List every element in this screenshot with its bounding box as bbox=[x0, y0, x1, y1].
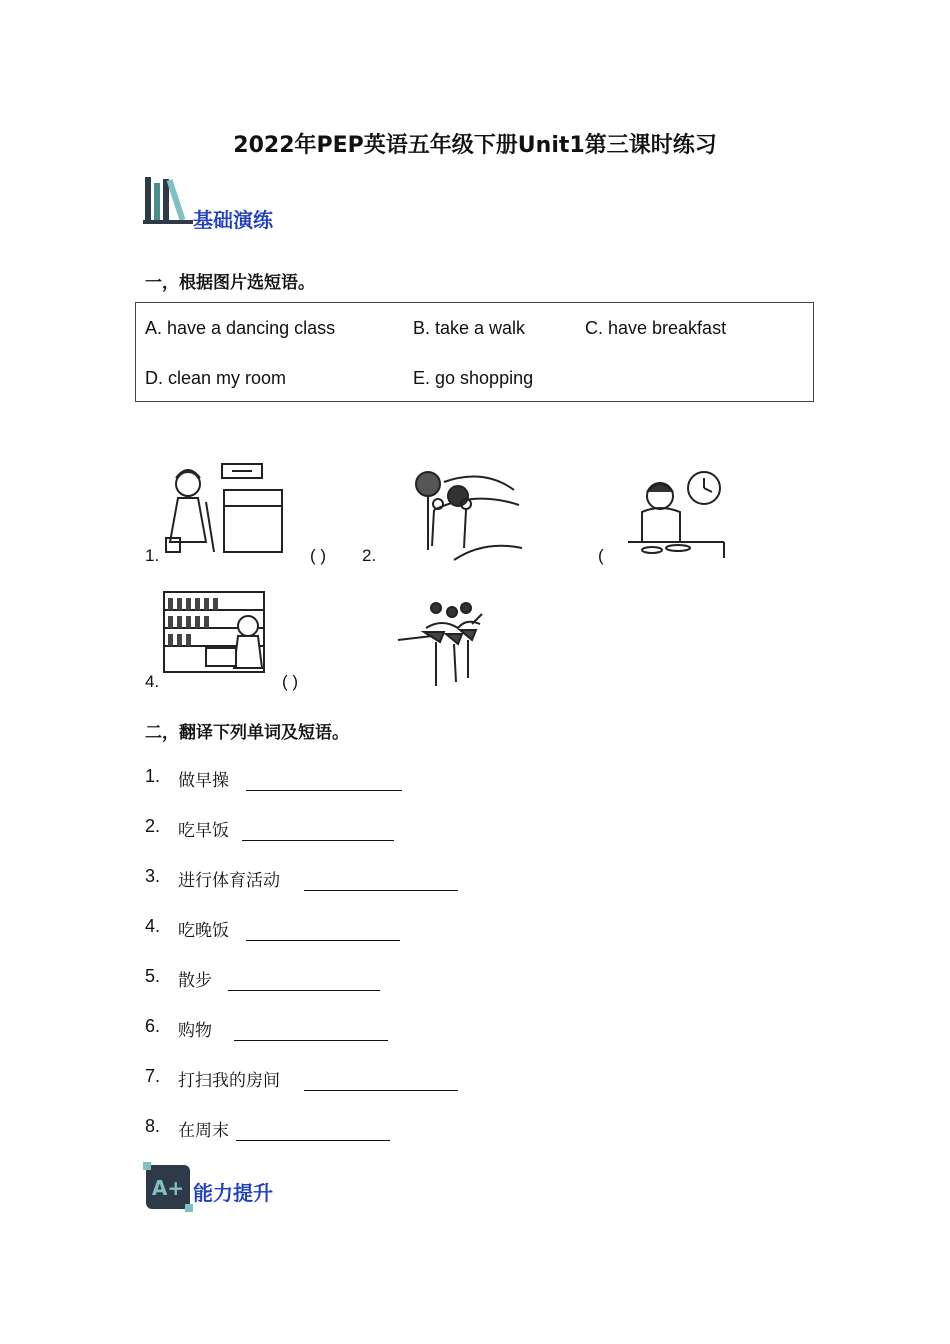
option-a: A. have a dancing class bbox=[145, 318, 336, 338]
answer-paren: ( ) bbox=[310, 546, 327, 565]
a-plus-icon bbox=[143, 1162, 193, 1212]
answer-line[interactable] bbox=[228, 972, 380, 991]
item-text: 吃早饭 bbox=[178, 821, 229, 841]
picture-clean-room bbox=[162, 462, 284, 558]
item-number: 4. bbox=[145, 916, 161, 936]
section-title-advanced: 能力提升 bbox=[193, 1181, 273, 1205]
item-number: 4. bbox=[145, 672, 160, 691]
picture-go-shopping bbox=[162, 590, 266, 674]
item-number: 1. bbox=[145, 546, 160, 565]
answer-line[interactable] bbox=[246, 922, 400, 941]
item-text: 做早操 bbox=[178, 771, 229, 791]
translation-item bbox=[145, 1116, 160, 1137]
translation-item bbox=[145, 766, 160, 787]
translation-item bbox=[145, 966, 160, 987]
option-e: E. go shopping bbox=[413, 368, 534, 388]
item-number: 3. bbox=[145, 866, 161, 886]
item-number: 1. bbox=[145, 766, 161, 786]
translation-item bbox=[145, 916, 160, 937]
answer-line[interactable] bbox=[236, 1122, 390, 1141]
translation-item bbox=[145, 866, 160, 887]
picture-dancing-class bbox=[396, 598, 488, 688]
answer-line[interactable] bbox=[242, 822, 394, 841]
answer-line[interactable] bbox=[304, 1072, 458, 1091]
item-number: 2. bbox=[362, 546, 377, 565]
section-title-basic: 基础演练 bbox=[193, 208, 273, 232]
question-heading: 一，根据图片选短语。 bbox=[145, 273, 315, 293]
answer-line[interactable] bbox=[234, 1022, 388, 1041]
option-b: B. take a walk bbox=[413, 318, 526, 338]
item-number: 6. bbox=[145, 1016, 161, 1036]
option-d: D. clean my room bbox=[145, 368, 287, 388]
books-icon bbox=[143, 175, 193, 225]
picture-have-breakfast bbox=[628, 466, 726, 560]
answer-paren: ( ) bbox=[282, 672, 299, 691]
answer-line[interactable] bbox=[246, 772, 402, 791]
item-text: 进行体育活动 bbox=[178, 871, 280, 891]
svg-text:A+: A+ bbox=[151, 1176, 185, 1200]
translation-item bbox=[145, 1066, 160, 1087]
option-c: C. have breakfast bbox=[585, 318, 727, 338]
item-number: 7. bbox=[145, 1066, 161, 1086]
item-text: 吃晚饭 bbox=[178, 921, 229, 941]
answer-line[interactable] bbox=[304, 872, 458, 891]
item-text: 散步 bbox=[178, 971, 212, 991]
answer-paren: ( bbox=[598, 546, 604, 565]
question-heading: 二，翻译下列单词及短语。 bbox=[145, 723, 349, 743]
item-text: 购物 bbox=[178, 1021, 212, 1041]
translation-item bbox=[145, 816, 160, 837]
translation-item bbox=[145, 1016, 160, 1037]
item-text: 打扫我的房间 bbox=[178, 1071, 280, 1091]
item-number: 8. bbox=[145, 1116, 161, 1136]
item-number: 5. bbox=[145, 966, 161, 986]
picture-take-walk bbox=[394, 470, 524, 562]
item-number: 2. bbox=[145, 816, 161, 836]
item-text: 在周末 bbox=[178, 1121, 229, 1141]
page-title: 2022年PEP英语五年级下册Unit1第三课时练习 bbox=[233, 133, 717, 158]
